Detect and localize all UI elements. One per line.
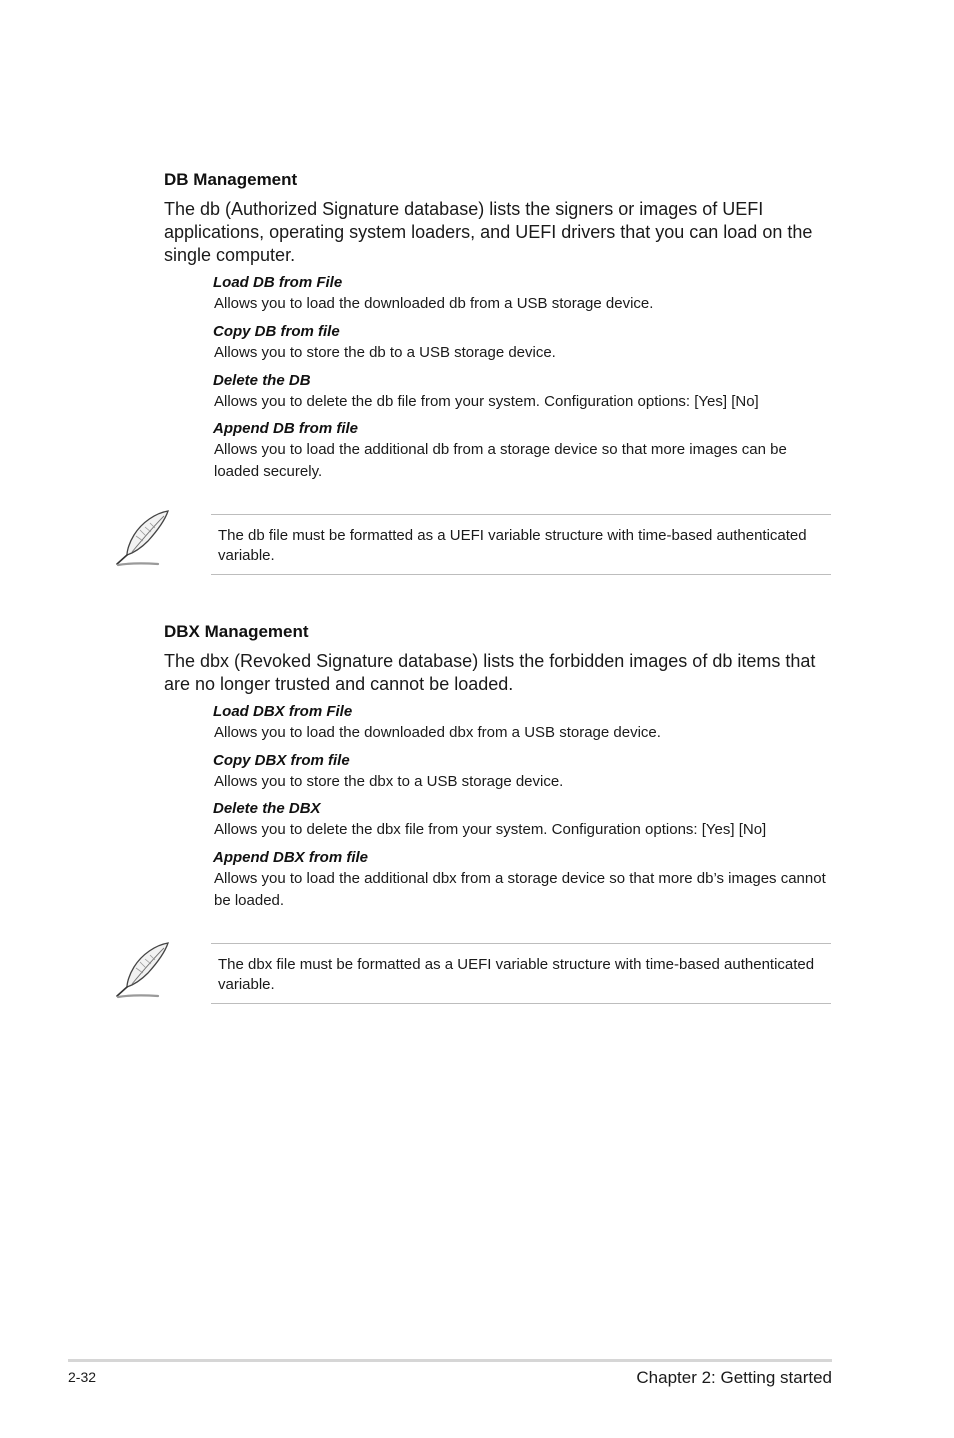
- item-append-dbx-from-file: [213, 848, 833, 912]
- dbx-management-description: The dbx (Revoked Signature database) lists the forbidden images of db items that are no longer trusted and cannot be loaded.: [164, 651, 816, 694]
- dbx-management-heading: DBX Management: [164, 622, 309, 641]
- footer-divider: [68, 1359, 832, 1362]
- item-title: Append DBX from file: [213, 849, 369, 866]
- item-title: Copy DB from file: [213, 323, 340, 340]
- chapter-title: Chapter 2: Getting started: [636, 1368, 832, 1387]
- dbx-note-text: The dbx file must be formatted as a UEFI variable structure with time-based authenticated variable.: [218, 956, 815, 993]
- item-description: Allows you to store the db to a USB storage device.: [214, 344, 556, 361]
- item-title: Load DB from File: [213, 274, 343, 291]
- item-title: Append DB from file: [213, 420, 358, 437]
- item-copy-db-from-file: [213, 322, 833, 364]
- item-delete-the-dbx: [213, 799, 833, 841]
- dbx-note-box: [211, 943, 831, 1004]
- item-title: Delete the DB: [213, 372, 311, 389]
- item-description: Allows you to load the additional dbx from a storage device so that more db’s images cannot be loaded.: [214, 870, 826, 909]
- db-management-description: The db (Authorized Signature database) lists the signers or images of UEFI applications, operating system loaders, and UEFI drivers that you can load on the single computer.: [164, 199, 813, 265]
- item-title: Load DBX from File: [213, 703, 353, 720]
- item-delete-the-db: [213, 371, 833, 413]
- item-description: Allows you to load the downloaded dbx from a USB storage device.: [214, 724, 661, 741]
- item-append-db-from-file: [213, 419, 833, 483]
- item-load-db-from-file: [213, 273, 833, 315]
- item-description: Allows you to load the additional db from a storage device so that more images can be loaded securely.: [214, 441, 787, 480]
- item-title: Delete the DBX: [213, 800, 321, 817]
- item-description: Allows you to delete the dbx file from your system. Configuration options: [Yes] [No]: [214, 821, 767, 838]
- item-title: Copy DBX from file: [213, 752, 350, 769]
- item-description: Allows you to load the downloaded db from a USB storage device.: [214, 295, 654, 312]
- db-note-box: [211, 514, 831, 575]
- item-description: Allows you to delete the db file from your system. Configuration options: [Yes] [No]: [214, 393, 759, 410]
- item-load-dbx-from-file: [213, 702, 833, 744]
- db-management-heading: DB Management: [164, 170, 298, 189]
- feather-pen-icon: [112, 508, 174, 568]
- item-description: Allows you to store the dbx to a USB storage device.: [214, 773, 564, 790]
- page-number: 2-32: [68, 1369, 97, 1385]
- db-note-text: The db file must be formatted as a UEFI variable structure with time-based authenticated variable.: [218, 527, 807, 564]
- feather-pen-icon: [112, 940, 174, 1000]
- item-copy-dbx-from-file: [213, 751, 833, 793]
